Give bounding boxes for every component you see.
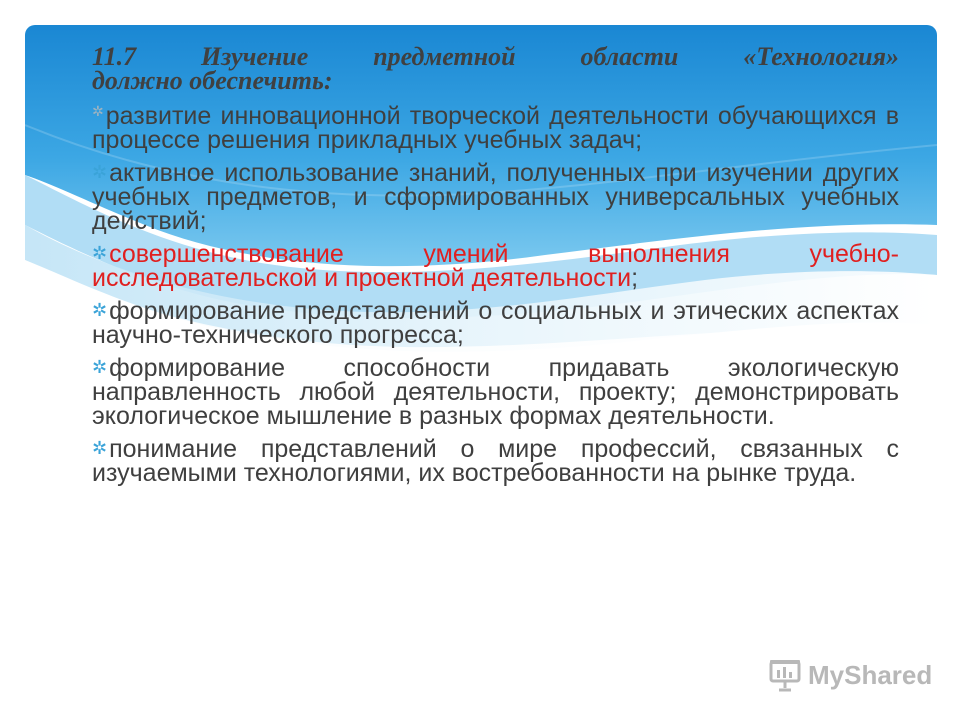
bullet-icon: ✲: [92, 162, 108, 182]
bullet-icon: ✲: [92, 243, 108, 263]
list-item: ✲активное использование знаний, полученных при изучении других учебных предметов, и сформированных универсальных учебных действий;: [92, 159, 899, 235]
watermark-logo: [768, 658, 932, 692]
bullet-icon: ✲: [92, 300, 108, 320]
list-item: ✲формирование способности придавать экологическую направленность любой деятельности, проекту; демонстрировать экологическое мышление в разных формах деятельности.: [92, 354, 899, 430]
list-item-highlighted: ✲совершенствование умений выполнения учебно-исследовательской и проектной деятельности;: [92, 240, 899, 292]
title-line-2: должно обеспечить:: [92, 66, 333, 95]
list-item: ✲формирование представлений о социальных и этических аспектах научно-технического прогресса;: [92, 297, 899, 349]
presentation-board-icon: [768, 658, 802, 692]
title-line-1: 11.7 Изучение предметной области «Технология»: [92, 42, 899, 71]
slide-content: [92, 42, 899, 487]
list-item: ✲понимание представлений о мире профессий, связанных с изучаемыми технологиями, их востребованности на рынке труда.: [92, 435, 899, 487]
bullet-icon: ✲: [92, 103, 104, 119]
watermark-text: MyShared: [808, 659, 933, 690]
bullet-icon: ✲: [92, 438, 108, 458]
bullet-icon: ✲: [92, 357, 108, 377]
slide-title: [92, 42, 899, 95]
list-item: ✲развитие инновационной творческой деятельности обучающихся в процессе решения прикладных учебных задач;: [92, 102, 899, 154]
